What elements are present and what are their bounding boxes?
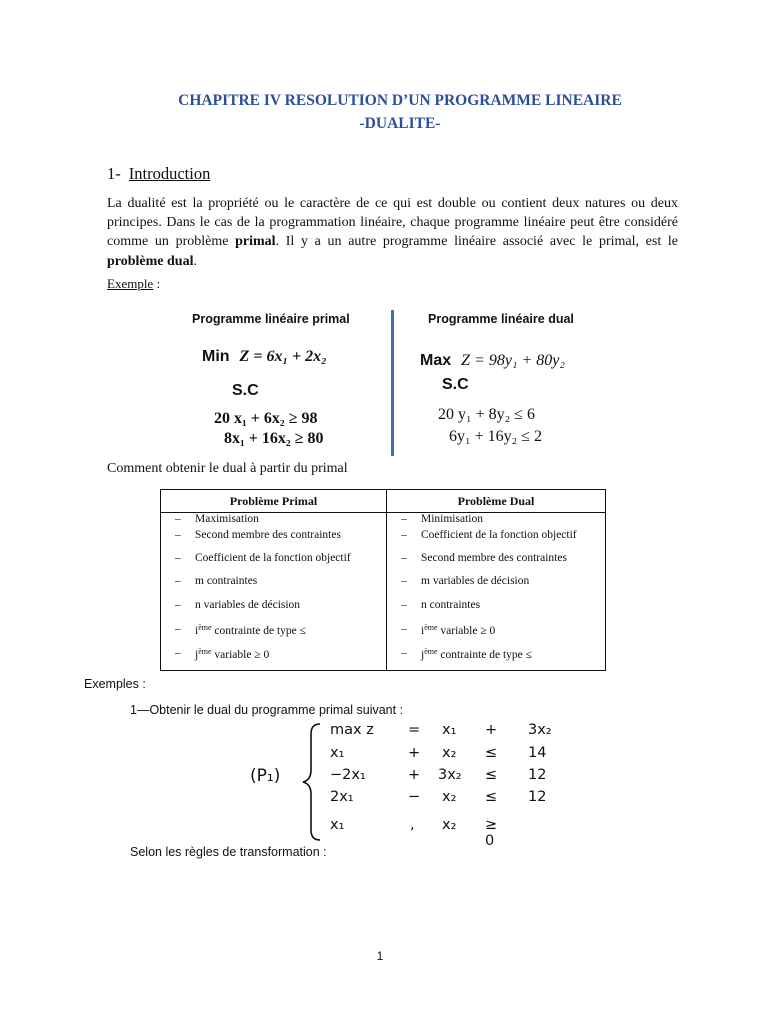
primal-cell bbox=[161, 513, 387, 529]
example-figure bbox=[192, 306, 604, 458]
cell-text: Second membre des contraintes bbox=[195, 528, 341, 541]
primal-objective bbox=[202, 348, 327, 366]
primal-min-keyword: Min bbox=[202, 348, 230, 365]
page-number: 1 bbox=[376, 949, 384, 963]
cell-text: m variables de décision bbox=[421, 574, 530, 587]
intro-text-2: . Il y a un autre programme linéaire associé avec le primal, est le bbox=[275, 234, 678, 250]
dash: – bbox=[401, 646, 407, 659]
p1-cell: max z bbox=[330, 722, 374, 738]
rules-table bbox=[160, 489, 606, 671]
dash: – bbox=[175, 528, 181, 541]
p1-cell: x₂ bbox=[442, 745, 457, 761]
cell-text: contrainte de type ≤ bbox=[437, 648, 532, 661]
primal-cell bbox=[161, 552, 387, 575]
task-text: 1—Obtenir le dual du programme primal suivant : bbox=[130, 703, 404, 717]
primal-cell bbox=[161, 529, 387, 552]
dash: – bbox=[175, 574, 181, 587]
dash: – bbox=[175, 622, 181, 635]
table-row bbox=[161, 623, 606, 647]
cell-text: variable ≥ 0 bbox=[437, 624, 496, 637]
p1-cell: = bbox=[408, 722, 421, 738]
dual-cell bbox=[387, 575, 606, 599]
example-label-colon: : bbox=[153, 276, 161, 291]
p1-cell: ≤ bbox=[485, 789, 498, 805]
cell-text: Second membre des contraintes bbox=[421, 551, 567, 564]
intro-bold-primal: primal bbox=[235, 234, 276, 250]
p1-cell: + bbox=[485, 722, 498, 738]
primal-sc: S.C bbox=[232, 382, 259, 399]
cell-text: Coefficient de la fonction objectif bbox=[195, 551, 351, 564]
p1-cell: ≤ bbox=[485, 745, 498, 761]
cell-text: variable ≥ 0 bbox=[211, 648, 270, 661]
intro-paragraph bbox=[107, 194, 678, 271]
p1-system bbox=[250, 722, 552, 849]
cell-text: Coefficient de la fonction objectif bbox=[421, 528, 577, 541]
dual-constraint-1: 20 y₁ + 8y₂ ≤ 6 bbox=[438, 406, 535, 423]
primal-heading: Programme linéaire primal bbox=[192, 312, 350, 326]
dual-cell bbox=[387, 552, 606, 575]
chapter-title: CHAPITRE IV RESOLUTION D’UN PROGRAMME LINEAIRE bbox=[178, 92, 622, 109]
dual-objective-expr: Z = 98y₁ + 80y₂ bbox=[461, 352, 565, 369]
table-row bbox=[161, 552, 606, 575]
selon-text: Selon les règles de transformation : bbox=[130, 845, 327, 859]
dual-cell bbox=[387, 529, 606, 552]
table-header-row bbox=[161, 490, 606, 513]
section-heading bbox=[107, 164, 210, 184]
dual-objective bbox=[420, 352, 565, 370]
superscript: ème bbox=[424, 622, 438, 632]
primal-cell bbox=[161, 647, 387, 671]
dash: – bbox=[175, 551, 181, 564]
figure-divider bbox=[391, 310, 394, 456]
table-row bbox=[161, 513, 606, 529]
cell-text: contrainte de type ≤ bbox=[211, 624, 306, 637]
p1-cell: ≥ 0 bbox=[485, 817, 498, 849]
dash: – bbox=[175, 598, 181, 611]
p1-cell: 12 bbox=[528, 767, 547, 783]
table-row bbox=[161, 529, 606, 552]
p1-name: (P₁) bbox=[250, 766, 281, 786]
dual-heading: Programme linéaire dual bbox=[428, 312, 574, 326]
left-brace bbox=[300, 722, 326, 842]
primal-cell bbox=[161, 623, 387, 647]
dash: – bbox=[175, 646, 181, 659]
dash: – bbox=[401, 598, 407, 611]
dual-constraint-2: 6y₁ + 16y₂ ≤ 2 bbox=[449, 428, 542, 445]
p1-cell: x₂ bbox=[442, 789, 457, 805]
cell-text: Maximisation bbox=[195, 513, 259, 525]
dash: – bbox=[401, 574, 407, 587]
cell-text: j bbox=[195, 648, 199, 661]
primal-cell bbox=[161, 575, 387, 599]
cell-text: m contraintes bbox=[195, 574, 258, 587]
superscript: ème bbox=[424, 646, 438, 656]
section-number: 1- bbox=[107, 164, 121, 183]
chapter-subtitle: -DUALITE- bbox=[359, 115, 441, 132]
dash: – bbox=[401, 551, 407, 564]
superscript: ème bbox=[198, 646, 212, 656]
p1-cell: 2x₁ bbox=[330, 789, 354, 805]
cell-text: n variables de décision bbox=[195, 598, 301, 611]
intro-text-1: La dualité est la propriété ou le caractère de ce qui est double ou contient deux natures ou deux principes. Dans le cas de la programmation linéaire, chaque programme linéaire peut être considéré comme un problème bbox=[107, 196, 678, 250]
p1-cell: x₁ bbox=[442, 722, 457, 738]
dual-cell bbox=[387, 647, 606, 671]
section-title: Introduction bbox=[128, 164, 211, 183]
dual-max-keyword: Max bbox=[420, 352, 452, 369]
p1-cell: 12 bbox=[528, 789, 547, 805]
comment-text: Comment obtenir le dual à partir du primal bbox=[107, 461, 348, 476]
p1-cell: 3x₂ bbox=[528, 722, 552, 738]
intro-text-3: . bbox=[193, 253, 197, 269]
p1-cell: −2x₁ bbox=[330, 767, 366, 783]
dual-sc: S.C bbox=[442, 376, 469, 393]
dash: – bbox=[401, 528, 407, 541]
p1-cell: 3x₂ bbox=[438, 767, 462, 783]
dual-cell bbox=[387, 513, 606, 529]
p1-cell: 14 bbox=[528, 745, 547, 761]
p1-cell: + bbox=[408, 767, 421, 783]
primal-objective-expr: Z = 6x₁ + 2x₂ bbox=[239, 348, 327, 365]
p1-cell: x₂ bbox=[442, 817, 457, 833]
cell-text: i bbox=[195, 624, 199, 637]
dash: – bbox=[401, 622, 407, 635]
p1-cell: x₁ bbox=[330, 817, 345, 833]
dash: – bbox=[401, 513, 407, 525]
cell-text: i bbox=[421, 624, 425, 637]
table-row bbox=[161, 599, 606, 623]
example-label bbox=[107, 276, 160, 292]
dual-cell bbox=[387, 599, 606, 623]
header-dual: Problème Dual bbox=[387, 490, 606, 513]
example-label-text: Exemple bbox=[107, 276, 154, 291]
cell-text: n contraintes bbox=[421, 598, 481, 611]
table-row bbox=[161, 647, 606, 671]
cell-text: Minimisation bbox=[421, 513, 483, 525]
dash: – bbox=[175, 513, 181, 525]
exemples-label: Exemples : bbox=[84, 677, 146, 691]
header-primal: Problème Primal bbox=[161, 490, 387, 513]
p1-cell: ≤ bbox=[485, 767, 498, 783]
p1-cell: , bbox=[410, 817, 415, 833]
p1-cell: x₁ bbox=[330, 745, 345, 761]
table-row bbox=[161, 575, 606, 599]
p1-cell: − bbox=[408, 789, 421, 805]
intro-bold-dual: problème dual bbox=[107, 253, 194, 269]
primal-constraint-2: 8x₁ + 16x₂ ≥ 80 bbox=[224, 430, 324, 447]
primal-constraint-1: 20 x₁ + 6x₂ ≥ 98 bbox=[214, 410, 318, 427]
dual-cell bbox=[387, 623, 606, 647]
superscript: ème bbox=[198, 622, 212, 632]
primal-cell bbox=[161, 599, 387, 623]
p1-cell: + bbox=[408, 745, 421, 761]
cell-text: j bbox=[421, 648, 425, 661]
